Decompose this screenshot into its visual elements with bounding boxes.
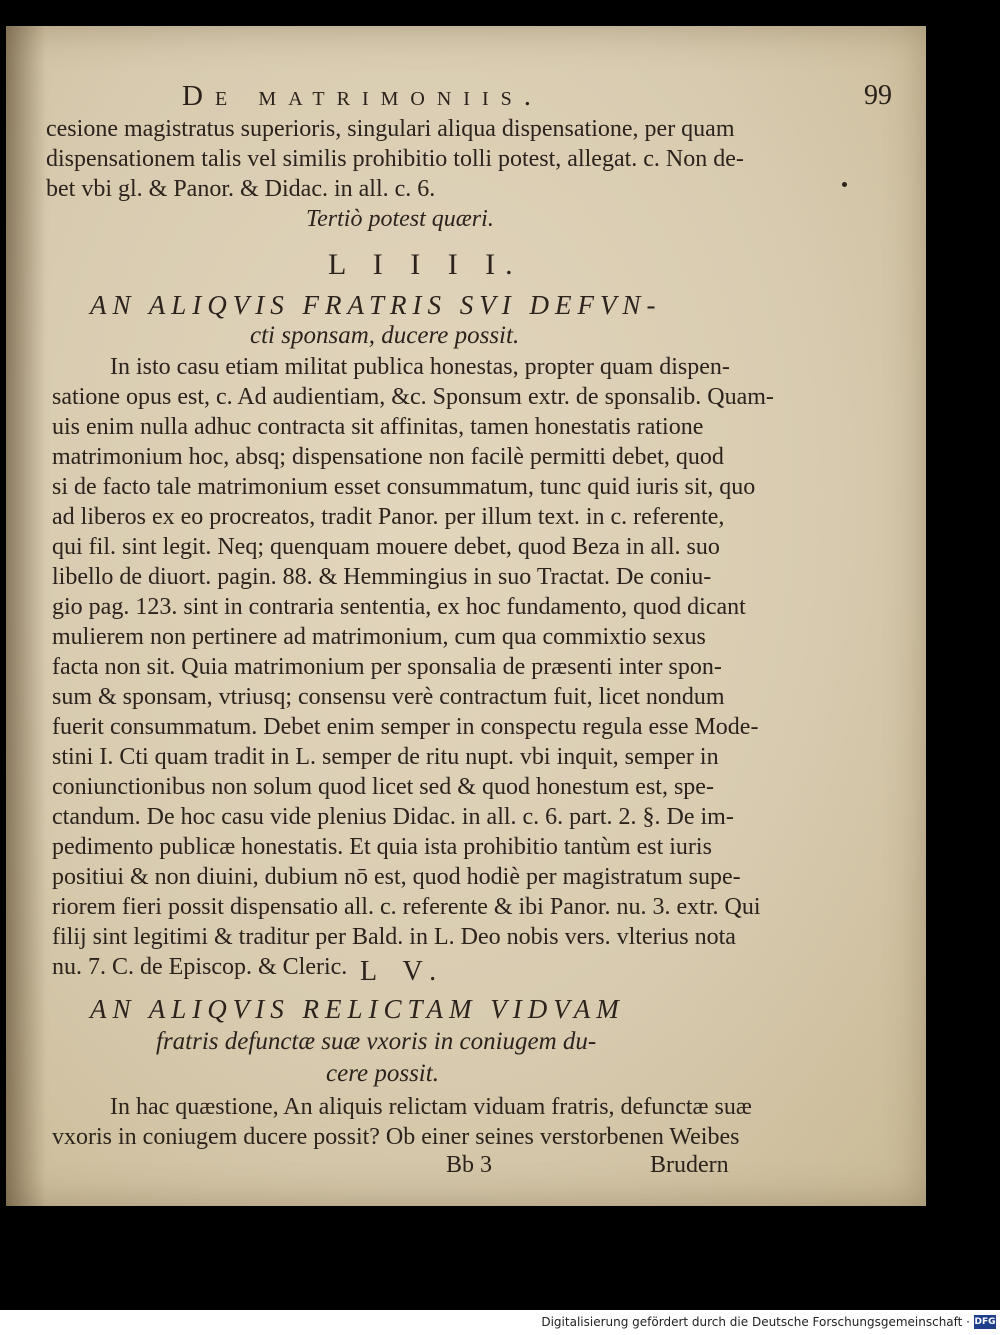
- section-title: AN ALIQVIS RELICTAM VIDVAM: [90, 994, 625, 1024]
- text-line: mulierem non pertinere ad matrimonium, cum qua commixtio sexus: [52, 624, 706, 650]
- text-line: riorem fieri possit dispensatio all. c. referente & ibi Panor. nu. 3. extr. Qui: [52, 894, 761, 920]
- text-line: filij sint legitimi & traditur per Bald. in L. Deo nobis vers. vlterius nota: [52, 924, 736, 950]
- text-line: satione opus est, c. Ad audientiam, &c. Sponsum extr. de sponsalib. Quam-: [52, 384, 774, 410]
- catchword: Brudern: [650, 1152, 729, 1178]
- page-number: 99: [864, 80, 892, 111]
- text-line: cesione magistratus superioris, singulari aliqua dispensatione, per quam: [46, 116, 735, 142]
- text-line: coniunctionibus non solum quod licet sed & quod honestum est, spe-: [52, 774, 714, 800]
- book-page: [6, 26, 926, 1206]
- section-number: L V.: [360, 956, 447, 987]
- text-line: pedimento publicæ honestatis. Et quia ista prohibitio tantùm est iuris: [52, 834, 712, 860]
- text-line: qui fil. sint legit. Neq; quenquam mouere debet, quod Beza in all. suo: [52, 534, 720, 560]
- text-line: ctandum. De hoc casu vide plenius Didac. in all. c. 6. part. 2. §. De im-: [52, 804, 734, 830]
- text-line: bet vbi gl. & Panor. & Didac. in all. c. 6.: [46, 176, 436, 202]
- text-line: fuerit consummatum. Debet enim semper in conspectu regula esse Mode-: [52, 714, 759, 740]
- text-line: gio pag. 123. sint in contraria sententia, ex hoc fundamento, quod dicant: [52, 594, 746, 620]
- text-line: libello de diuort. pagin. 88. & Hemmingius in suo Tractat. De coniu-: [52, 564, 712, 590]
- text-line: si de facto tale matrimonium esset consummatum, tunc quid iuris sit, quo: [52, 474, 756, 500]
- text-line: nu. 7. C. de Episcop. & Cleric.: [52, 954, 348, 980]
- text-line: In hac quæstione, An aliquis relictam viduam fratris, defunctæ suæ: [110, 1094, 752, 1120]
- text-line: vxoris in coniugem ducere possit? Ob einer seines verstorbenen Weibes: [52, 1124, 740, 1150]
- text-line: positiui & non diuini, dubium nō est, quod hodiè per magistratum supe-: [52, 864, 741, 890]
- text-line: In isto casu etiam militat publica honestas, propter quam dispen-: [110, 354, 730, 380]
- section-title: AN ALIQVIS FRATRIS SVI DEFVN-: [90, 290, 662, 320]
- running-head-title: De matrimoniis.: [182, 80, 543, 112]
- text-line: stini I. Cti quam tradit in L. semper de ritu nupt. vbi inquit, semper in: [52, 744, 719, 770]
- text-line: uis enim nulla adhuc contracta sit affinitas, tamen honestatis ratione: [52, 414, 704, 440]
- catchphrase: Tertiò potest quæri.: [306, 206, 494, 232]
- text-line: dispensationem talis vel similis prohibitio tolli potest, allegat. c. Non de-: [46, 146, 744, 172]
- section-title: cti sponsam, ducere possit.: [250, 322, 520, 349]
- text-line: facta non sit. Quia matrimonium per sponsalia de præsenti inter spon-: [52, 654, 722, 680]
- section-number: L I I I I.: [328, 248, 523, 281]
- page-gutter-shadow: [6, 26, 46, 1206]
- signature-mark: Bb 3: [446, 1152, 493, 1178]
- section-title: fratris defunctæ suæ vxoris in coniugem du-: [156, 1028, 597, 1055]
- text-line: ad liberos ex eo procreatos, tradit Panor. per illum text. in c. referente,: [52, 504, 725, 530]
- section-title: cere possit.: [326, 1060, 439, 1087]
- ink-speck: [842, 182, 847, 187]
- text-line: sum & sponsam, vtriusq; consensu verè contractum fuit, licet nondum: [52, 684, 725, 710]
- text-line: matrimonium hoc, absq; dispensatione non facilè permitti debet, quod: [52, 444, 724, 470]
- dfg-logo: DFG: [974, 1317, 996, 1327]
- footer-bar: [0, 1310, 1000, 1335]
- footer-credit: Digitalisierung gefördert durch die Deutsche Forschungsgemeinschaft ·: [541, 1315, 970, 1329]
